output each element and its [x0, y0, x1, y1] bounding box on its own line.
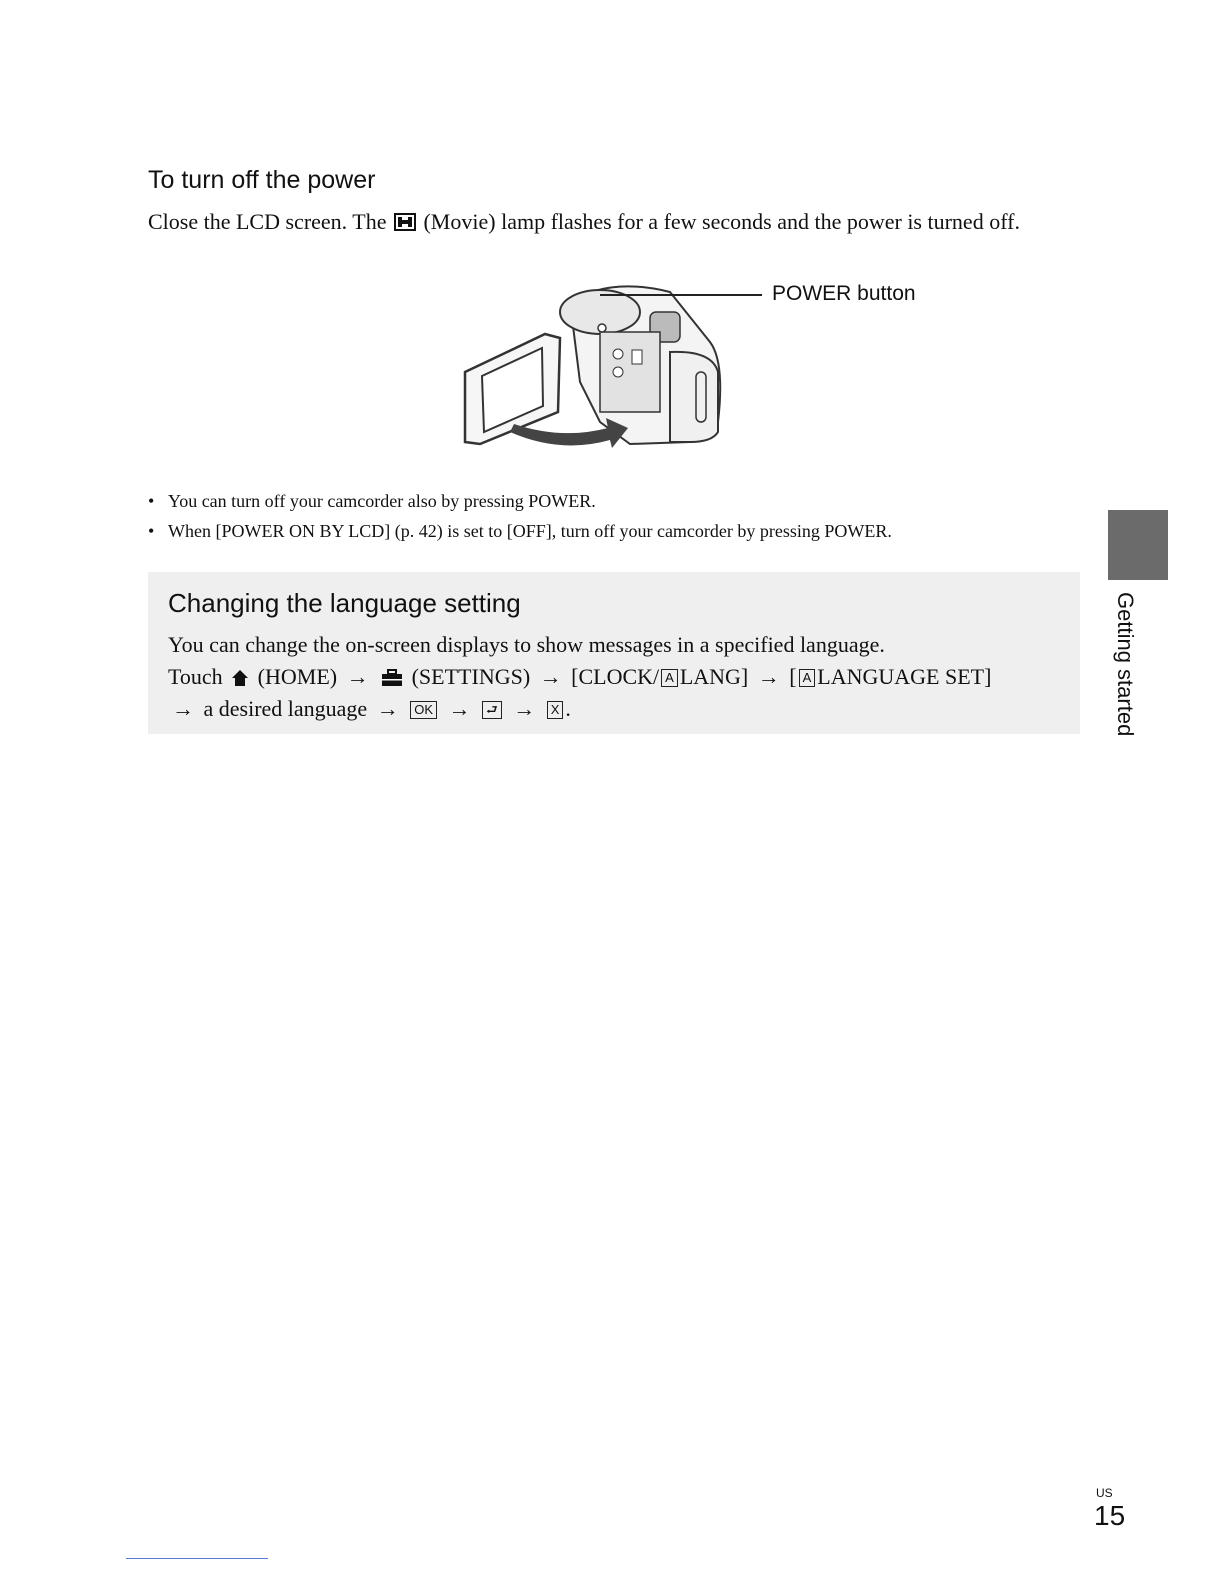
arrow-icon: →: [346, 664, 369, 689]
clock-lang-start: [CLOCK/: [571, 664, 660, 689]
close-button-icon: X: [547, 701, 564, 719]
footer-rule: [126, 1558, 268, 1559]
side-tab-label: Getting started: [1113, 592, 1138, 737]
home-text: (HOME): [257, 664, 338, 689]
lang-glyph-icon: A: [799, 669, 816, 687]
arrow-icon: →: [757, 664, 780, 689]
desired-language-text: a desired language: [203, 696, 368, 721]
language-steps-line2: [168, 696, 571, 722]
language-steps-line1: [168, 664, 991, 690]
callout-line: [600, 294, 762, 296]
touch-text: Touch: [168, 664, 223, 689]
period: .: [565, 696, 571, 721]
power-button-label: POWER button: [772, 282, 916, 305]
lang-set-start: [: [789, 664, 797, 689]
camcorder-illustration: [450, 272, 750, 462]
arrow-icon: →: [539, 664, 562, 689]
movie-icon: [394, 213, 416, 231]
ok-button-icon: OK: [410, 701, 437, 719]
language-setting-panel: [148, 572, 1080, 734]
section-heading-language: Changing the language setting: [168, 588, 521, 618]
bullet-list: [148, 486, 892, 546]
arrow-icon: →: [376, 696, 399, 721]
bullet-item: • When [POWER ON BY LCD] (p. 42) is set to [OFF], turn off your camcorder by pressing POWER.: [148, 516, 892, 546]
bullet-item: • You can turn off your camcorder also by pressing POWER.: [148, 486, 892, 516]
power-paragraph: [148, 206, 1088, 238]
region-code: US: [1096, 1486, 1113, 1500]
lang-set-end: LANGUAGE SET]: [817, 664, 992, 689]
side-tab-marker: [1108, 510, 1168, 580]
settings-toolbox-icon: [381, 669, 403, 687]
home-icon: [231, 669, 249, 687]
language-intro: You can change the on-screen displays to show messages in a specified language.: [168, 632, 885, 657]
return-button-icon: ⮐: [482, 701, 502, 719]
section-heading-power: To turn off the power: [148, 166, 376, 194]
power-paragraph-start: Close the LCD screen. The: [148, 209, 387, 234]
settings-text: (SETTINGS): [411, 664, 531, 689]
lang-glyph-icon: A: [661, 669, 678, 687]
arrow-icon: →: [448, 696, 471, 721]
page-number: 15: [1094, 1500, 1126, 1531]
arrow-icon: →: [513, 696, 536, 721]
clock-lang-end: LANG]: [679, 664, 749, 689]
power-paragraph-end: (Movie) lamp flashes for a few seconds and the power is turned off.: [423, 209, 1020, 234]
arrow-icon: →: [172, 696, 194, 721]
